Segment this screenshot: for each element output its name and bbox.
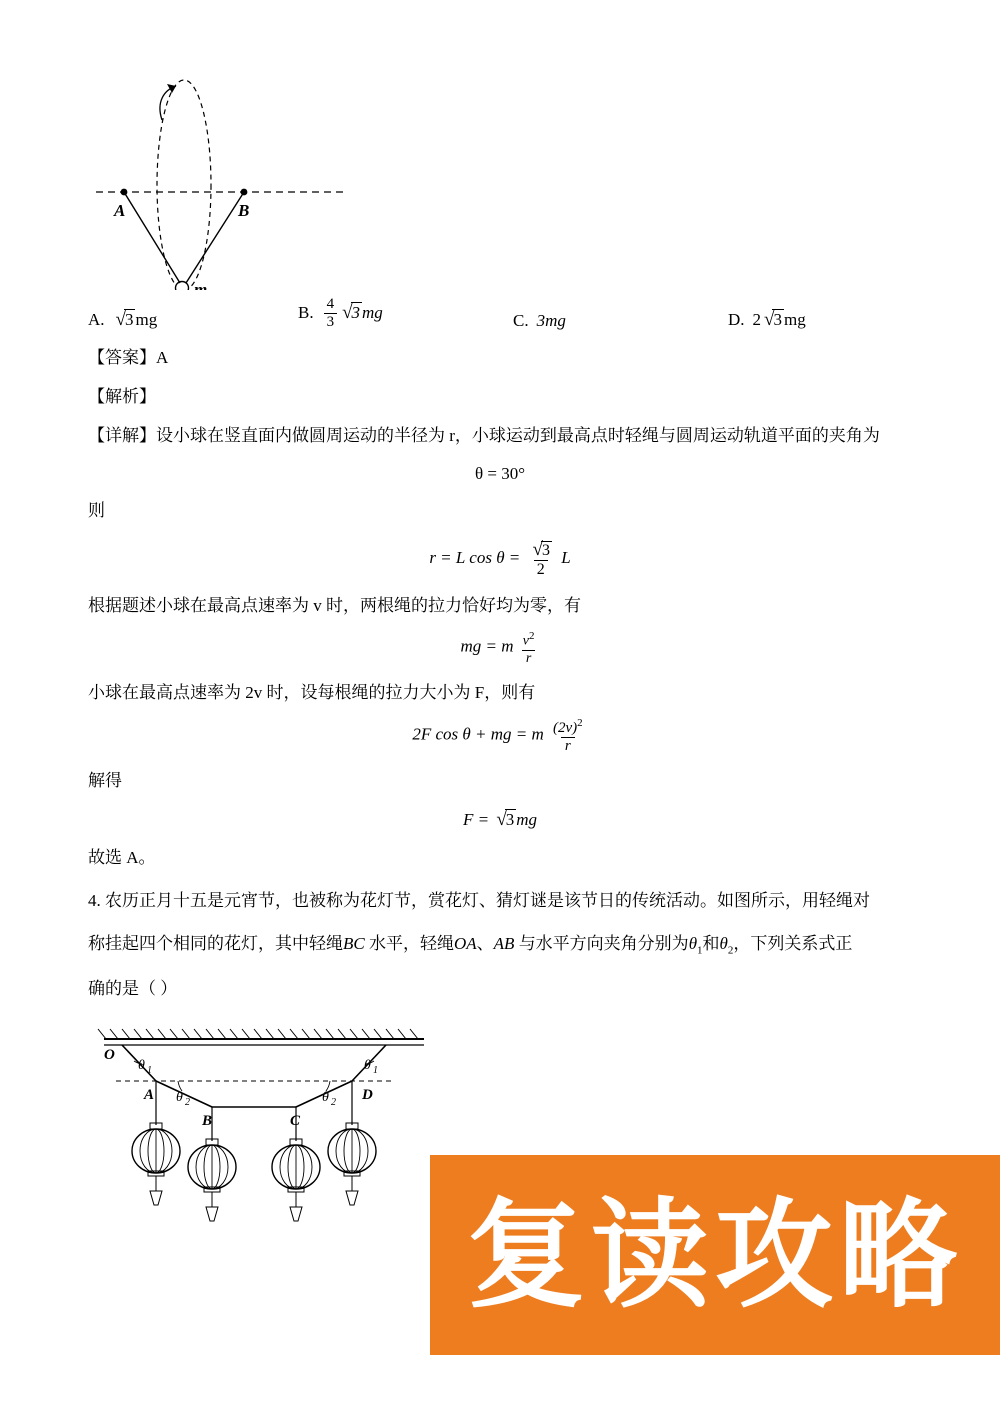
figure2-angle-theta2-right: θ [322,1090,329,1106]
equation-radius: r = L cos θ = $\frac{√3}{2}$ L [429,539,571,579]
option-a-value: √3 mg [115,308,158,330]
figure2-label-a: A [144,1087,155,1104]
q4-rope-ab: AB [493,934,515,954]
q4-text-e: 和 [702,934,720,954]
lantern-2 [188,1107,236,1221]
option-b-value: √3 mg [342,302,383,324]
option-d-coefficient: 2 [752,309,762,329]
svg-text:2: 2 [331,1097,336,1109]
q4-text-c: 、 [476,934,494,954]
figure-conical-pendulum-svg [96,40,356,290]
option-b-fraction: $\frac{4}{3}$ [324,296,338,331]
figure2-label-d: D [362,1087,373,1104]
paragraph-2v: 小球在最高点速率为 2v 时，设每根绳的拉力大小为 F，则有 [88,682,536,702]
option-a-letter: A. [88,309,105,329]
figure2-angle-theta1-left: θ [138,1058,145,1074]
watermark-text: 复读攻略 [466,1186,963,1324]
solve-label: 解得 [88,771,122,791]
equation-mg: mg = m $\frac{v^2}{r}$ [460,630,535,666]
figure2-label-b: B [202,1113,213,1130]
watermark-banner [430,1155,1000,1355]
question4-line1: 4. 农历正月十五是元宵节，也被称为花灯节，赏花灯、猜灯谜是该节日的传统活动。如图所示，用轻绳对 [88,891,870,911]
figure2-label-c: C [290,1113,301,1130]
q4-text-f: ，下列关系式正 [733,934,853,954]
option-a[interactable] [88,309,298,331]
q4-theta2: θ [719,934,728,954]
then-label: 则 [88,501,105,521]
option-b[interactable] [298,296,513,331]
analysis-label: 【解析】 [88,386,156,406]
figure1-label-m: m [194,280,208,290]
choose-line: 故选 A。 [88,848,156,868]
paragraph-velocity: 根据题述小球在最高点速率为 v 时，两根绳的拉力恰好均为零，有 [88,596,581,616]
option-c-value: 3mg [536,310,566,330]
option-c[interactable] [513,311,728,331]
q4-rope-bc: BC [343,934,365,954]
equation-F: F = √3 mg [462,809,538,831]
answer-options [88,296,912,331]
option-d[interactable] [728,309,908,331]
lantern-3 [272,1107,320,1221]
equation-2f: 2F cos θ + mg = m $\frac{(2v)^2}{r}$ [412,717,583,754]
option-d-value: √3 mg [764,308,806,330]
q4-theta1-sub: 1 [697,944,703,957]
equation-theta: θ = 30° [474,464,526,484]
q4-theta1: θ [688,934,698,954]
option-c-letter: C. [513,310,529,330]
answer-line: 【答案】A [88,347,169,367]
figure-conical-pendulum [96,40,356,290]
svg-text:2: 2 [185,1097,190,1109]
document-content [88,40,912,1249]
detail-paragraph: 【详解】设小球在竖直面内做圆周运动的半径为 r，小球运动到最高点时轻绳与圆周运动轨道平面的夹角为 [88,425,880,445]
figure1-label-a: A [114,201,126,220]
svg-text:1: 1 [373,1065,378,1077]
q4-text-a: 称挂起四个相同的花灯，其中轻绳 [88,934,343,954]
figure2-angle-theta2-left: θ [176,1090,183,1106]
svg-text:1: 1 [147,1065,152,1077]
lantern-1 [132,1081,180,1205]
option-b-letter: B. [298,303,314,323]
figure1-label-b: B [238,201,250,220]
q4-text-d: 与水平方向夹角分别为 [514,934,689,954]
question4-line2 [88,927,912,962]
q4-theta2-sub: 2 [727,944,734,957]
figure2-angle-theta1-right: θ [364,1058,371,1074]
option-d-letter: D. [728,309,745,329]
question4-line3: 确的是（ ） [88,979,178,999]
q4-rope-oa: OA [453,934,477,954]
q4-text-b: 水平，轻绳 [364,934,454,954]
figure2-label-o: O [104,1047,115,1064]
